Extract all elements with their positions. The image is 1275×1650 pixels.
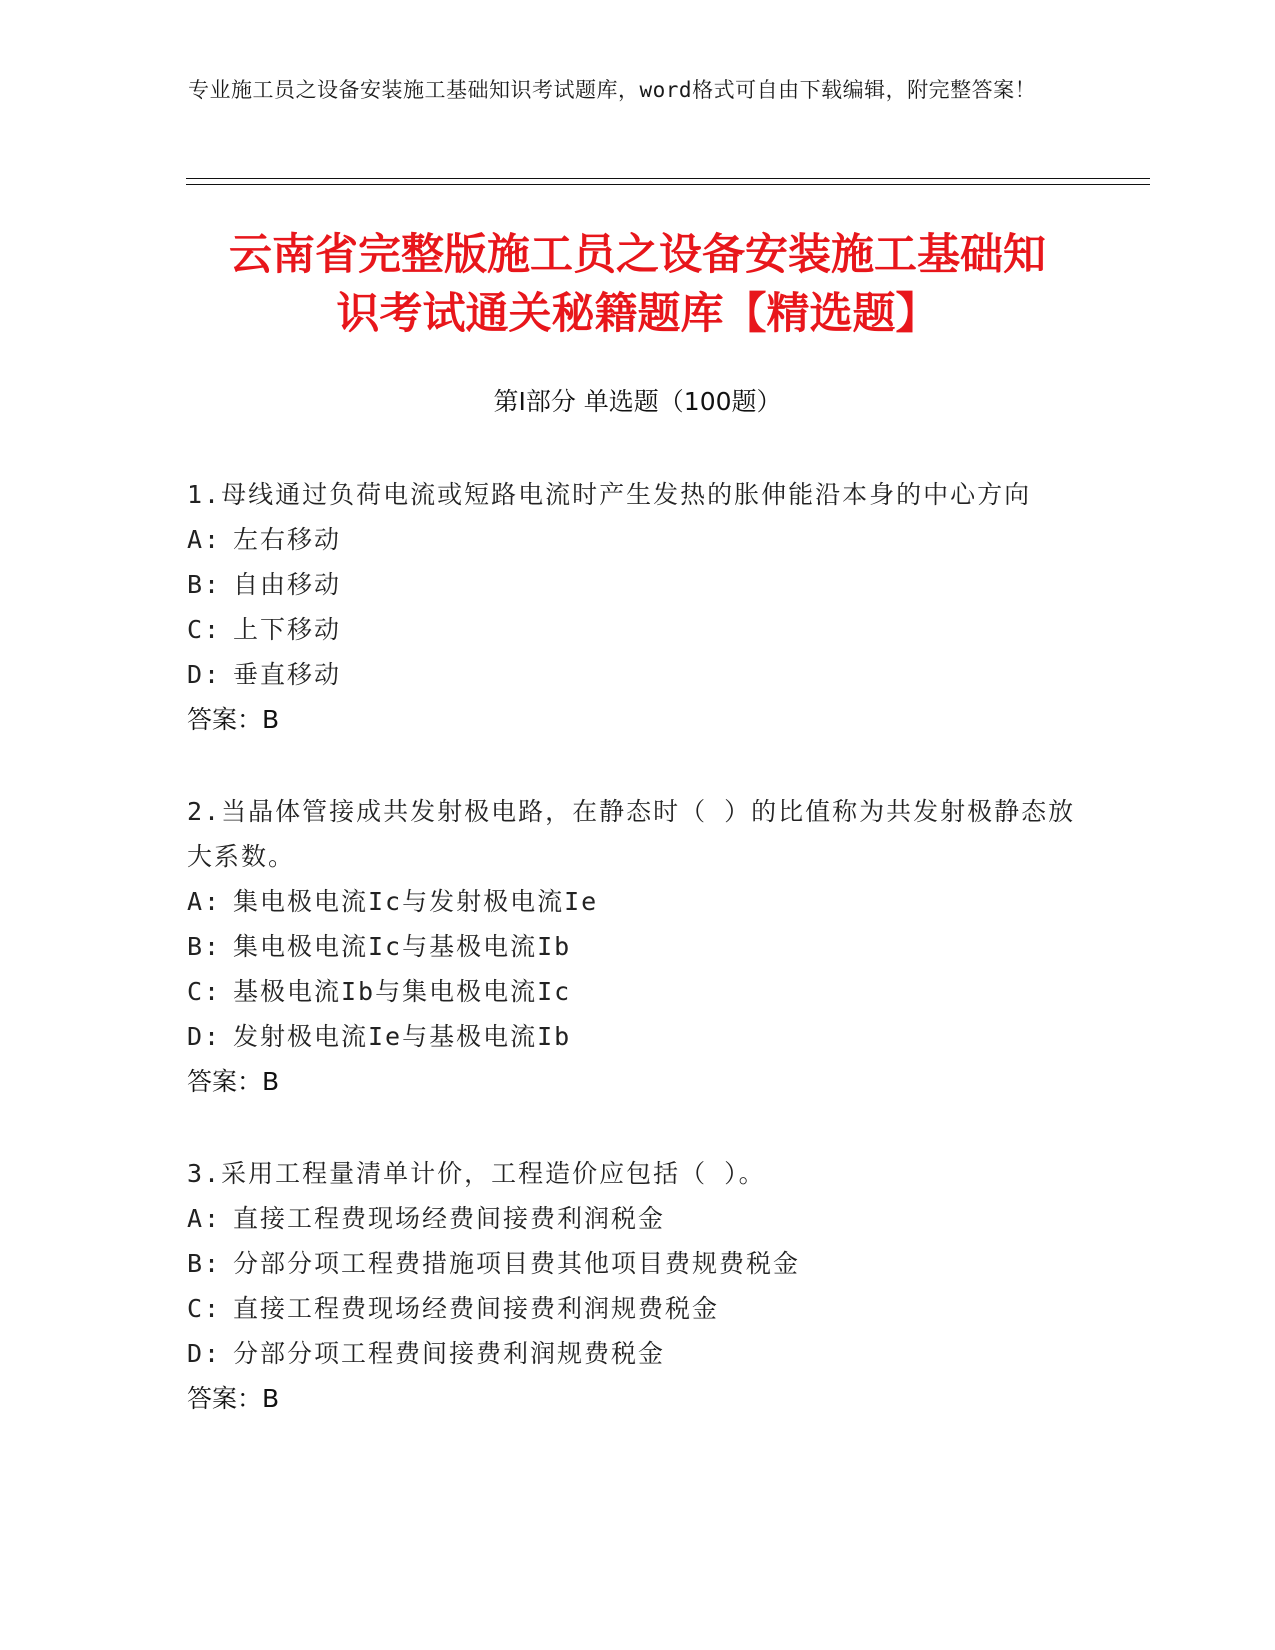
option-text: 左右移动 — [233, 525, 342, 554]
option-key: A: — [187, 887, 222, 916]
option-text: 发射极电流Ie与基极电流Ib — [233, 1022, 572, 1051]
document-title — [150, 226, 1125, 344]
option-a — [187, 517, 1077, 562]
option-key: A: — [187, 1204, 222, 1233]
section-title: 第Ⅰ部分 单选题（100题） — [493, 387, 782, 416]
option-key: A: — [187, 525, 222, 554]
option-key: B: — [187, 1249, 222, 1278]
option-text: 自由移动 — [233, 570, 342, 599]
option-c — [187, 969, 1077, 1014]
header-divider-bottom — [186, 184, 1150, 185]
question-item — [187, 472, 1077, 742]
option-text: 基极电流Ib与集电极电流Ic — [233, 977, 572, 1006]
option-key: B: — [187, 932, 222, 961]
answer-line: 答案：B — [187, 1384, 280, 1413]
option-text: 上下移动 — [233, 615, 342, 644]
header-note: 专业施工员之设备安装施工基础知识考试题库，word格式可自由下载编辑，附完整答案！ — [188, 78, 1037, 102]
question-list — [187, 472, 1077, 1468]
header-divider-top — [186, 178, 1150, 179]
option-b — [187, 562, 1077, 607]
option-key: C: — [187, 615, 222, 644]
question-item — [187, 1151, 1077, 1421]
option-key: C: — [187, 1294, 222, 1323]
answer-line: 答案：B — [187, 705, 280, 734]
question-stem: 3.采用工程量清单计价，工程造价应包括（ ）。 — [187, 1159, 766, 1188]
option-d — [187, 652, 1077, 697]
option-text: 分部分项工程费间接费利润规费税金 — [233, 1339, 666, 1368]
option-key: D: — [187, 660, 222, 689]
document-title-line-2: 识考试通关秘籍题库【精选题】 — [336, 289, 939, 339]
option-text: 分部分项工程费措施项目费其他项目费规费税金 — [233, 1249, 801, 1278]
option-c — [187, 607, 1077, 652]
option-key: C: — [187, 977, 222, 1006]
option-text: 垂直移动 — [233, 660, 342, 689]
option-d — [187, 1014, 1077, 1059]
option-text: 直接工程费现场经费间接费利润税金 — [233, 1204, 666, 1233]
option-text: 集电极电流Ic与发射极电流Ie — [233, 887, 599, 916]
answer-line: 答案：B — [187, 1067, 280, 1096]
option-text: 直接工程费现场经费间接费利润规费税金 — [233, 1294, 720, 1323]
question-stem: 2.当晶体管接成共发射极电路，在静态时（ ）的比值称为共发射极静态放大系数。 — [187, 797, 1076, 871]
option-a — [187, 879, 1077, 924]
option-a — [187, 1196, 1077, 1241]
option-key: D: — [187, 1339, 222, 1368]
question-stem: 1.母线通过负荷电流或短路电流时产生发热的胀伸能沿本身的中心方向 — [187, 480, 1032, 509]
option-b — [187, 1241, 1077, 1286]
option-key: D: — [187, 1022, 222, 1051]
option-key: B: — [187, 570, 222, 599]
option-c — [187, 1286, 1077, 1331]
question-item — [187, 789, 1077, 1104]
option-text: 集电极电流Ic与基极电流Ib — [233, 932, 572, 961]
option-d — [187, 1331, 1077, 1376]
option-b — [187, 924, 1077, 969]
document-title-line-1: 云南省完整版施工员之设备安装施工基础知 — [229, 230, 1046, 280]
